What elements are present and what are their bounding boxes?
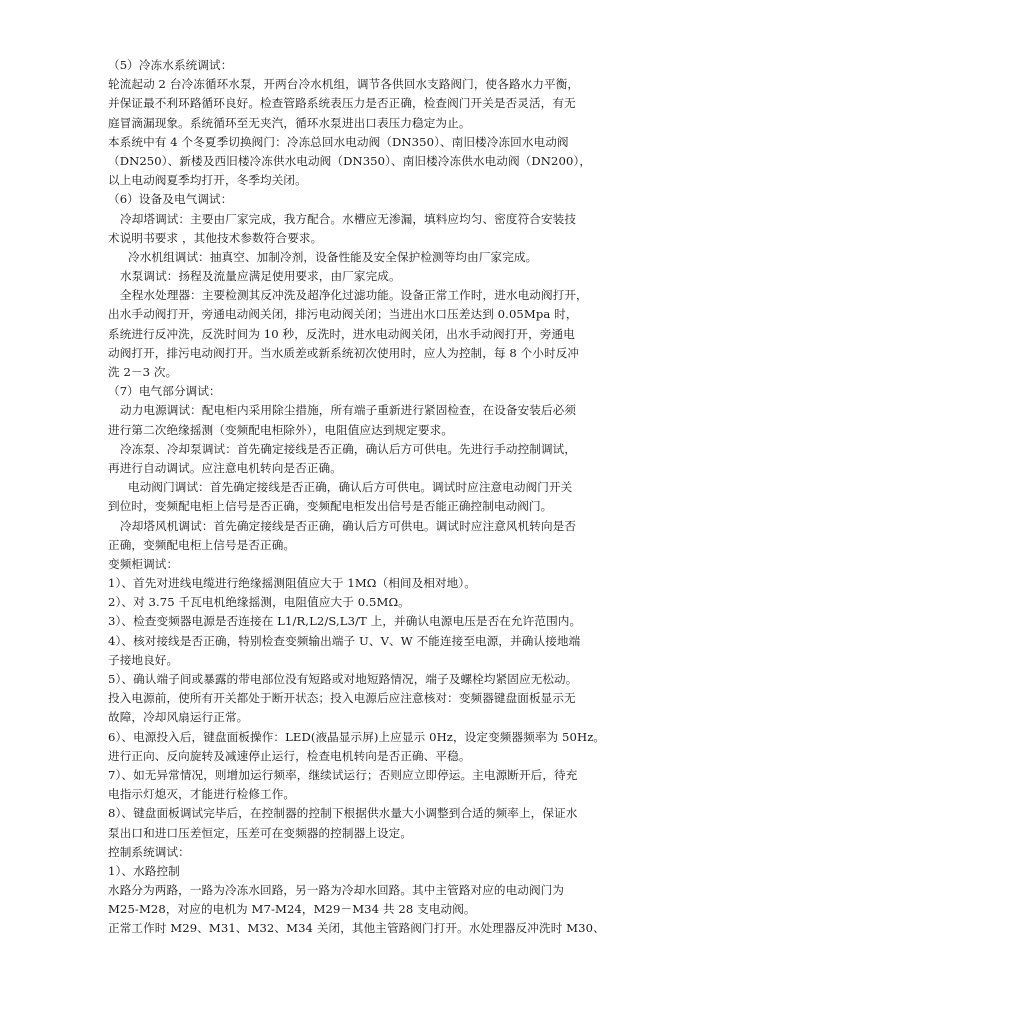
- text-line: 冷水机组调试：抽真空、加制冷剂，设备性能及安全保护检测等均由厂家完成。: [128, 249, 538, 264]
- text-line: 水泵调试：扬程及流量应满足使用要求，由厂家完成。: [120, 269, 401, 284]
- text-line: 4）、核对接线是否正确，特别检查变频输出端子 U、V、W 不能连接至电源，并确认接地端: [108, 633, 581, 648]
- text-line: 本系统中有 4 个冬夏季切换阀门：冷冻总回水电动阀（DN350）、南旧楼冷冻回水电动阀: [108, 134, 569, 149]
- text-line: 并保证最不利环路循环良好。检查管路系统表压力是否正确，检查阀门开关是否灵活，有无: [108, 96, 576, 111]
- text-line: 术说明书要求 ，其他技术参数符合要求。: [108, 230, 323, 245]
- text-line: M25-M28，对应的电机为 M7-M24，M29－M34 共 28 支电动阀。: [108, 902, 476, 917]
- text-line: 正常工作时 M29、M31、M32、M34 关闭，其他主管路阀门打开。水处理器反冲洗时 M30、: [108, 921, 605, 936]
- text-line: （6）设备及电气调试：: [108, 192, 233, 207]
- text-line: 动阀打开，排污电动阀打开。当水质差或新系统初次使用时，应人为控制，每 8 个小时反冲: [108, 345, 580, 360]
- text-line: 进行正向、反向旋转及减速停止运行，检查电机转向是否正确、平稳。: [108, 748, 471, 763]
- text-line: 洗 2－3 次。: [108, 365, 178, 379]
- text-line: （DN250）、新楼及西旧楼冷冻供水电动阀（DN350）、南旧楼冷冻供水电动阀（DN200），: [108, 153, 592, 168]
- text-line: 动力电源调试：配电柜内采用除尘措施，所有端子重新进行紧固检查，在设备安装后必须: [120, 403, 577, 418]
- text-line: 投入电源前，使所有开关都处于断开状态；投入电源后应注意核对：变频器键盘面板显示无: [108, 691, 576, 706]
- text-line: 冷冻泵、冷却泵调试：首先确定接线是否正确，确认后方可供电。先进行手动控制调试，: [120, 441, 577, 456]
- text-line: 1）、水路控制: [108, 863, 180, 878]
- text-line: 到位时，变频配电柜上信号是否正确，变频配电柜发出信号是否能正确控制电动阀门。: [108, 499, 553, 514]
- text-line: 1）、首先对进线电缆进行绝缘摇测阻值应大于 1MΩ（相间及相对地）。: [108, 576, 476, 591]
- text-line: （7）电气部分调试：: [108, 384, 221, 399]
- text-line: 故障，冷却风扇运行正常。: [108, 710, 249, 725]
- text-line: 全程水处理器：主要检测其反冲洗及超净化过滤功能。设备正常工作时，进水电动阀打开，: [120, 288, 588, 303]
- text-line: 再进行自动调试。应注意电机转向是否正确。: [108, 460, 342, 475]
- text-line: 庭冒滴漏现象。系统循环至无夹汽，循环水泵进出口表压力稳定为止。: [108, 115, 471, 130]
- text-line: 8）、键盘面板调试完毕后，在控制器的控制下根据供水量大小调整到合适的频率上，保证水: [108, 806, 578, 821]
- text-line: 系统进行反冲洗，反洗时间为 10 秒，反洗时，进水电动阀关闭，出水手动阀打开，旁通电: [108, 326, 575, 341]
- text-line: 2）、对 3.75 千瓦电机绝缘摇测，电阻值应大于 0.5MΩ。: [108, 595, 410, 610]
- document-page: [108, 56, 620, 939]
- text-line: 正确，变频配电柜上信号是否正确。: [108, 537, 296, 552]
- text-line: 6）、电源投入后，键盘面板操作：LED(液晶显示屏)上应显示 0Hz，设定变频器频率为 50Hz。: [108, 729, 606, 744]
- text-line: 水路分为两路，一路为冷冻水回路，另一路为冷却水回路。其中主管路对应的电动阀门为: [108, 883, 565, 898]
- text-line: 7）、如无异常情况，则增加运行频率，继续试运行；否则应立即停运。主电源断开后，待充: [108, 767, 578, 782]
- text-line: 控制系统调试：: [108, 844, 190, 859]
- text-line: 以上电动阀夏季均打开，冬季均关闭。: [108, 173, 307, 188]
- text-line: 泵出口和进口压差恒定，压差可在变频器的控制器上设定。: [108, 825, 413, 840]
- text-line: 出水手动阀打开，旁通电动阀关闭，排污电动阀关闭；当进出水口压差达到 0.05Mpa 时，: [108, 307, 578, 322]
- text-line: 5）、确认端子间或暴露的带电部位没有短路或对地短路情况，端子及螺栓均紧固应无松动。: [108, 672, 578, 686]
- text-line: 进行第二次绝缘摇测（变频配电柜除外），电阻值应达到规定要求。: [108, 422, 454, 437]
- text-line: 冷却塔风机调试：首先确定接线是否正确，确认后方可供电。调试时应注意风机转向是否: [120, 518, 577, 533]
- text-line: 电动阀门调试：首先确定接线是否正确，确认后方可供电。调试时应注意电动阀门开关: [128, 480, 573, 495]
- text-line: 冷却塔调试：主要由厂家完成，我方配合。水槽应无渗漏，填料应均匀、密度符合安装技: [120, 211, 577, 226]
- text-line: （5）冷冻水系统调试：: [108, 58, 233, 72]
- text-line: 轮流起动 2 台冷冻循环水泵，开两台冷水机组，调节各供回水支路阀门，使各路水力平衡，: [108, 77, 580, 92]
- text-line: 子接地良好。: [108, 652, 179, 667]
- text-line: 电指示灯熄灭，才能进行检修工作。: [108, 787, 296, 802]
- text-line: 变频柜调试：: [108, 556, 179, 571]
- text-line: 3）、检查变频器电源是否连接在 L1/R,L2/S,L3/T 上，并确认电源电压是否在允许范围内。: [108, 614, 582, 629]
